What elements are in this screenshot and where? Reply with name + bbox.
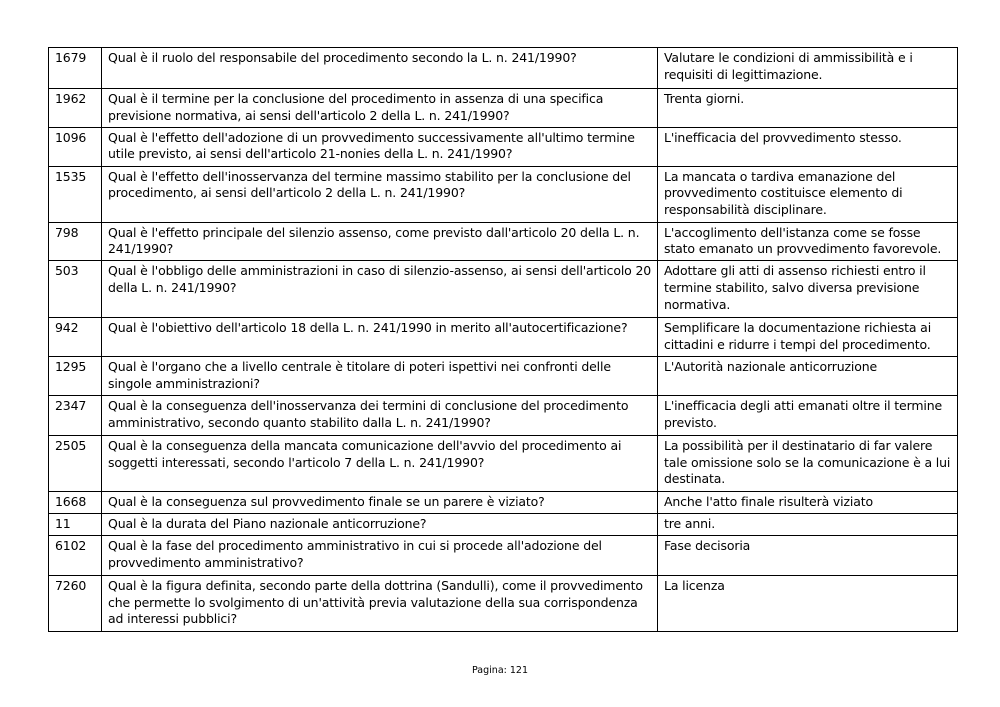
table-row <box>49 357 958 396</box>
answer-text: Adottare gli atti di assenso richiesti entro il termine stabilito, salvo diversa previsione normativa. <box>658 261 958 318</box>
question-id: 7260 <box>49 575 102 631</box>
question-text: Qual è l'organo che a livello centrale è titolare di poteri ispettivi nei confronti delle singole amministrazioni? <box>102 357 658 396</box>
question-text: Qual è la fase del procedimento amministrativo in cui si procede all'adozione del provvedimento amministrativo? <box>102 535 658 575</box>
question-id: 6102 <box>49 535 102 575</box>
question-text: Qual è il termine per la conclusione del procedimento in assenza di una specifica previsione normativa, ai sensi dell'articolo 2 della L. n. 241/1990? <box>102 89 658 128</box>
answer-text: Semplificare la documentazione richiesta ai cittadini e ridurre i tempi del procedimento. <box>658 318 958 357</box>
table-row <box>49 127 958 166</box>
question-text: Qual è la conseguenza sul provvedimento finale se un parere è viziato? <box>102 491 658 513</box>
table-row <box>49 491 958 513</box>
question-id: 1679 <box>49 48 102 89</box>
question-text: Qual è la durata del Piano nazionale anticorruzione? <box>102 513 658 535</box>
question-text: Qual è la conseguenza dell'inosservanza dei termini di conclusione del procedimento amministrativo, secondo quanto stabilito dalla L. n. 241/1990? <box>102 395 658 435</box>
table-row <box>49 435 958 491</box>
question-id: 2505 <box>49 435 102 491</box>
question-id: 2347 <box>49 395 102 435</box>
answer-text: La licenza <box>658 575 958 631</box>
answer-text: La mancata o tardiva emanazione del provvedimento costituisce elemento di responsabilità disciplinare. <box>658 166 958 222</box>
table-row <box>49 89 958 128</box>
questions-table <box>48 47 958 632</box>
table-row <box>49 261 958 318</box>
question-id: 1295 <box>49 357 102 396</box>
question-text: Qual è l'effetto dell'inosservanza del termine massimo stabilito per la conclusione del procedimento, ai sensi dell'articolo 2 della L. n. 241/1990? <box>102 166 658 222</box>
question-id: 798 <box>49 222 102 261</box>
question-id: 1096 <box>49 127 102 166</box>
answer-text: Valutare le condizioni di ammissibilità e i requisiti di legittimazione. <box>658 48 958 89</box>
answer-text: tre anni. <box>658 513 958 535</box>
page-number: Pagina: 121 <box>472 665 528 676</box>
answer-text: L'accoglimento dell'istanza come se fosse stato emanato un provvedimento favorevole. <box>658 222 958 261</box>
answer-text: Trenta giorni. <box>658 89 958 128</box>
question-text: Qual è l'effetto principale del silenzio assenso, come previsto dall'articolo 20 della L. n. 241/1990? <box>102 222 658 261</box>
question-text: Qual è l'obbligo delle amministrazioni in caso di silenzio-assenso, ai sensi dell'articolo 20 della L. n. 241/1990? <box>102 261 658 318</box>
question-text: Qual è l'obiettivo dell'articolo 18 della L. n. 241/1990 in merito all'autocertificazione? <box>102 318 658 357</box>
table-row <box>49 222 958 261</box>
table-row <box>49 535 958 575</box>
answer-text: L'Autorità nazionale anticorruzione <box>658 357 958 396</box>
answer-text: Anche l'atto finale risulterà viziato <box>658 491 958 513</box>
question-id: 1962 <box>49 89 102 128</box>
table-row <box>49 318 958 357</box>
question-id: 1668 <box>49 491 102 513</box>
answer-text: L'inefficacia del provvedimento stesso. <box>658 127 958 166</box>
question-text: Qual è l'effetto dell'adozione di un provvedimento successivamente all'ultimo termine utile previsto, ai sensi dell'articolo 21-nonies della L. n. 241/1990? <box>102 127 658 166</box>
question-id: 11 <box>49 513 102 535</box>
answer-text: La possibilità per il destinatario di far valere tale omissione solo se la comunicazione è a lui destinata. <box>658 435 958 491</box>
question-id: 503 <box>49 261 102 318</box>
table-row <box>49 166 958 222</box>
table-row <box>49 513 958 535</box>
table-row <box>49 48 958 89</box>
question-text: Qual è il ruolo del responsabile del procedimento secondo la L. n. 241/1990? <box>102 48 658 89</box>
question-text: Qual è la figura definita, secondo parte della dottrina (Sandulli), come il provvedimento che permette lo svolgimento di un'attività previa valutazione della sua corrispondenza ad interessi pubblici? <box>102 575 658 631</box>
question-id: 942 <box>49 318 102 357</box>
answer-text: L'inefficacia degli atti emanati oltre il termine previsto. <box>658 395 958 435</box>
table-row <box>49 395 958 435</box>
question-id: 1535 <box>49 166 102 222</box>
table-row <box>49 575 958 631</box>
question-text: Qual è la conseguenza della mancata comunicazione dell'avvio del procedimento ai soggetti interessati, secondo l'articolo 7 della L. n. 241/1990? <box>102 435 658 491</box>
answer-text: Fase decisoria <box>658 535 958 575</box>
